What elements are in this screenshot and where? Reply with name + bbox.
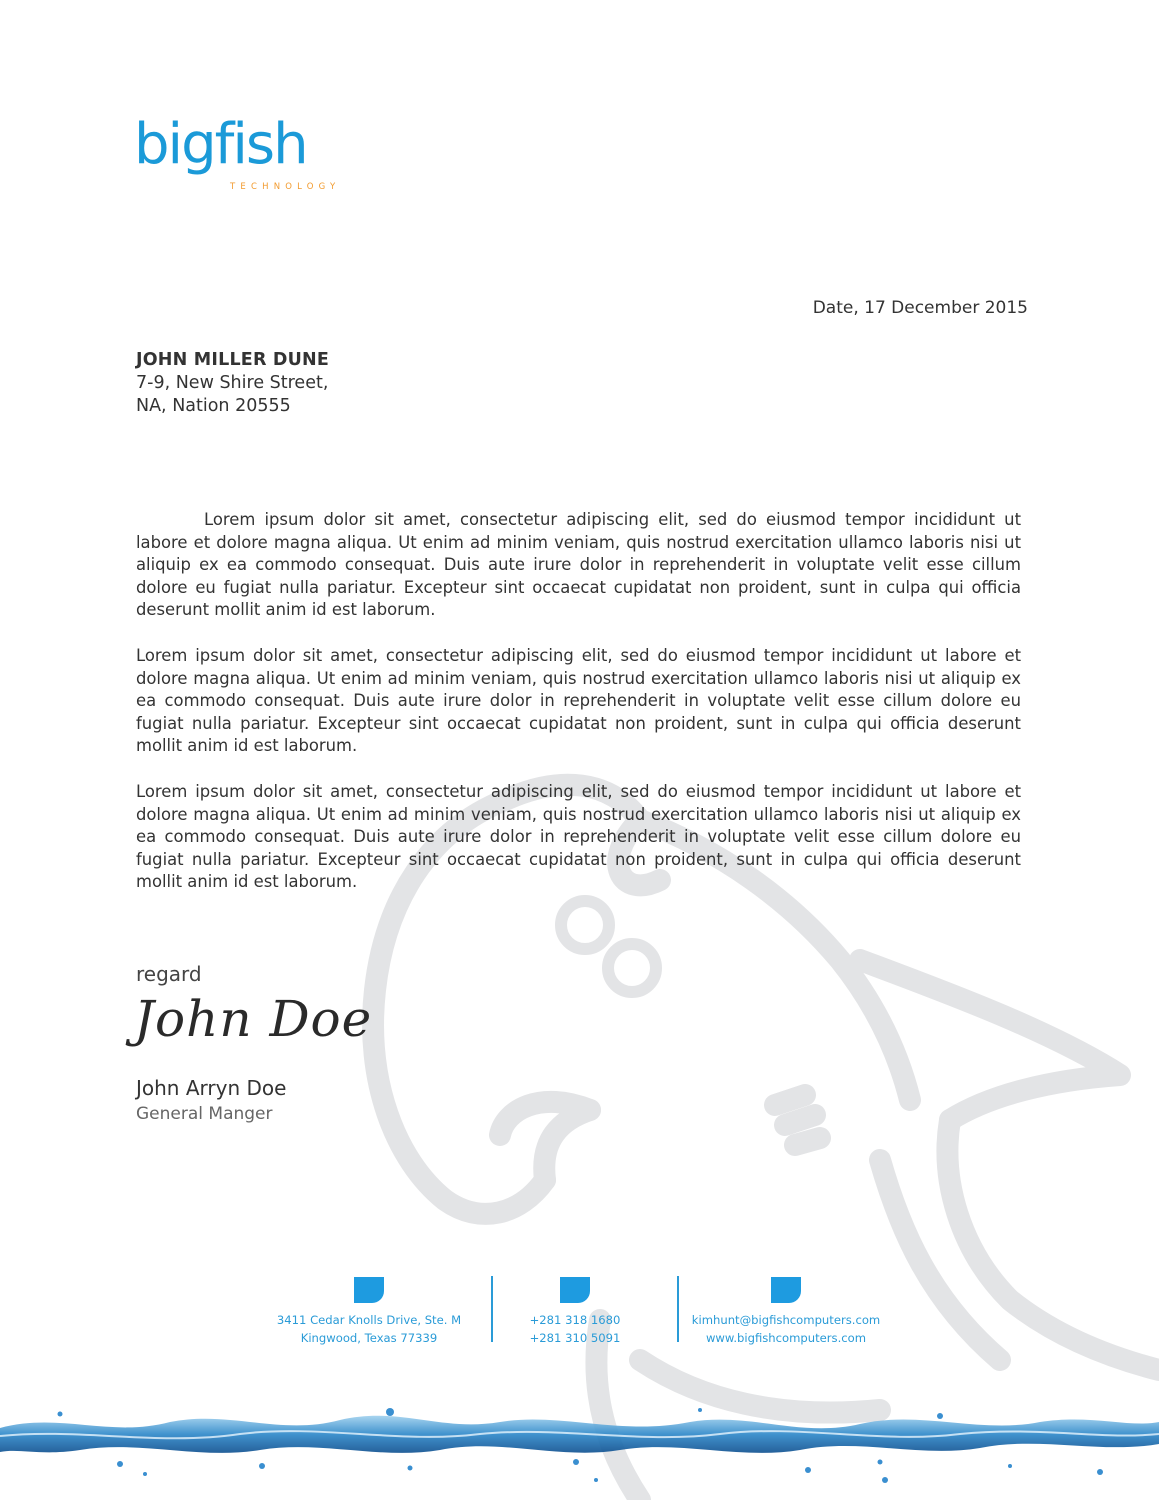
footer-divider xyxy=(677,1276,679,1342)
footer-email: kimhunt@bigfishcomputers.com xyxy=(691,1313,881,1327)
signer-title: General Manger xyxy=(136,1104,273,1124)
water-splash-icon xyxy=(0,1392,1159,1500)
footer-website: www.bigfishcomputers.com xyxy=(705,1331,867,1345)
logo-wordmark: bigfish xyxy=(134,112,307,177)
phone-icon xyxy=(560,1277,590,1303)
footer-web xyxy=(684,1277,888,1347)
signature: John Doe xyxy=(134,990,373,1048)
body-paragraph-1: Lorem ipsum dolor sit amet, consectetur adipiscing elit, sed do eiusmod tempor incididunt ut labore et dolore magna aliqua. Ut enim ad minim veniam, quis nostrud exercitation ullamco laboris nisi ut aliquip ex ea commodo consequat. Duis aute irure dolor in reprehenderit in voluptate velit esse cillum dolore eu fugiat nulla pariatur. Excepteur sint occaecat cupidatat non proident, sunt in culpa qui officia deserunt mollit anim id est laborum. xyxy=(136,510,1021,620)
letter-date: Date, 17 December 2015 xyxy=(812,298,1028,318)
footer-address xyxy=(262,1277,476,1347)
closing-text: regard xyxy=(136,962,202,986)
recipient-block xyxy=(136,349,329,418)
footer-divider xyxy=(491,1276,493,1342)
logo-tagline: TECHNOLOGY xyxy=(230,182,341,192)
body-paragraph-2: Lorem ipsum dolor sit amet, consectetur adipiscing elit, sed do eiusmod tempor incididunt ut labore et dolore magna aliqua. Ut enim ad minim veniam, quis nostrud exercitation ullamco laboris nisi ut aliquip ex ea commodo consequat. Duis aute irure dolor in reprehenderit in voluptate velit esse cillum dolore eu fugiat nulla pariatur. Excepteur sint occaecat cupidatat non proident, sunt in culpa qui officia deserunt mollit anim id est laborum. xyxy=(136,645,1021,756)
recipient-address-line2: NA, Nation 20555 xyxy=(136,396,291,416)
footer-address-line2: Kingwood, Texas 77339 xyxy=(300,1331,438,1345)
footer-phone-2: +281 310 5091 xyxy=(529,1331,621,1345)
letter-body xyxy=(136,509,1021,917)
recipient-name: JOHN MILLER DUNE xyxy=(136,350,330,370)
signer-name: John Arryn Doe xyxy=(136,1076,287,1100)
location-icon xyxy=(354,1277,384,1303)
company-logo xyxy=(134,112,364,198)
footer-phone-1: +281 318 1680 xyxy=(529,1313,621,1327)
footer-phones xyxy=(501,1277,649,1347)
recipient-address-line1: 7-9, New Shire Street, xyxy=(136,373,329,393)
body-paragraph-3: Lorem ipsum dolor sit amet, consectetur adipiscing elit, sed do eiusmod tempor incididunt ut labore et dolore magna aliqua. Ut enim ad minim veniam, quis nostrud exercitation ullamco laboris nisi ut aliquip ex ea commodo consequat. Duis aute irure dolor in reprehenderit in voluptate velit esse cillum dolore eu fugiat nulla pariatur. Excepteur sint occaecat cupidatat non proident, sunt in culpa qui officia deserunt mollit anim id est laborum. xyxy=(136,781,1021,892)
mail-icon xyxy=(771,1277,801,1303)
footer-address-line1: 3411 Cedar Knolls Drive, Ste. M xyxy=(276,1313,462,1327)
